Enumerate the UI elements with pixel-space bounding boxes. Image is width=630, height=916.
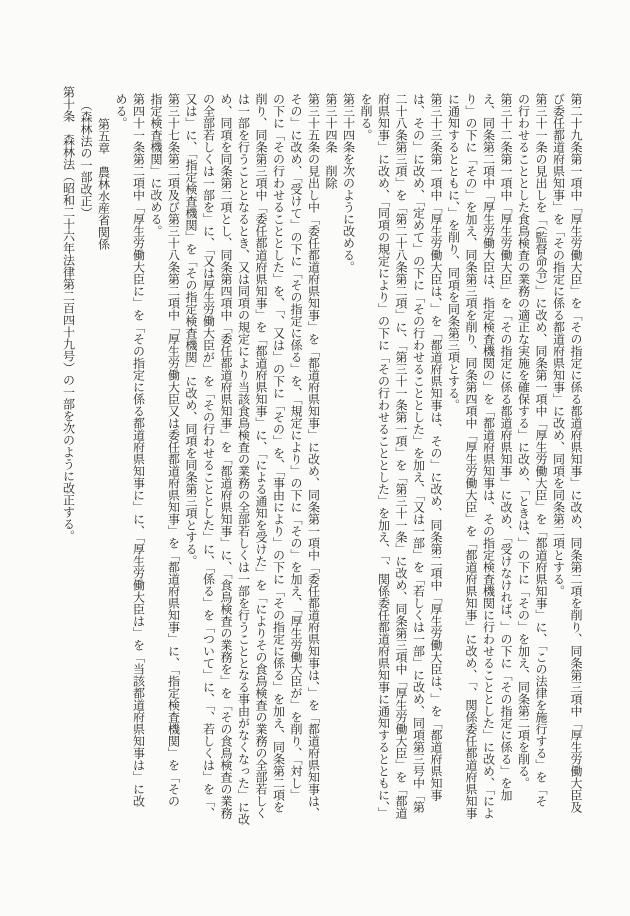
chapter-heading: 第五章 農林水産省関係: [96, 118, 111, 250]
amendment-text-column: び委任都道府県知事」を「その指定に係る都道府県知事」に改め、同項を同条第二項とする。: [551, 93, 566, 597]
amendment-text-column: 二十八条第三項」を「第二十八条第二項」に、「第三十一条第一項」を「第三十一条」に改め、同条第三項中「厚生労働大臣」を「都道: [394, 93, 408, 819]
amendment-text-column: 第三十三条第一項中「厚生労働大臣は、」を「都道府県知事は、その」に改め、同条第二項中「厚生労働大臣は、」を「都道府県知事: [429, 93, 443, 801]
amendment-text-column: 第三十四条を次のように改める。: [341, 93, 356, 273]
amendment-text-column: り」の下に「その」を加え、同条第三項を削り、同条第四項中「厚生労働大臣」を「都道府県知事」に改め、「、関係委任都道府県知事: [464, 93, 478, 819]
amendment-text-column: え、同条第二項中「厚生労働大臣は、指定検査機関の」を「都道府県知事は、その指定検査機関に行わせることとした」に改め、「によ: [481, 93, 496, 819]
amendment-text-column: 又は」に、「指定検査機関」を「その指定検査機関」に改め、同項を同条第三項とする。: [184, 93, 198, 567]
amendment-text-column: める。: [114, 93, 128, 129]
amendment-text-column: 指定検査機関」に改める。: [149, 93, 163, 237]
amendment-text-column: の下に「その行わせることとした」を、「、又は」の下に「その」を、「事由により」の下に「その指定に係る」を加え、同条第二項を: [271, 93, 286, 813]
amendment-text-column: 第三十一条の見出しを「（監督命令）」に改め、同条第一項中「厚生労働大臣」を「都道府県知事」に、「この法律を施行する」を「そ: [534, 93, 548, 807]
amendment-text-column: その」に改め、「受けて」の下に「その指定に係る」を、「規定により」の下に「その」を加え、「厚生労働大臣が」を削り、「対し」: [289, 93, 303, 801]
amendment-text-column: 第三十二条第一項中「厚生労働大臣」を「その指定に係る都道府県知事」に改め、「受けなければ、」の下に「その指定に係る」を加: [499, 93, 513, 801]
amendment-text-column: 第二十九条第一項中「厚生労働大臣」を「その指定に係る都道府県知事」に改め、同条第二項を削り、同条第三項中「厚生労働大臣及: [569, 93, 583, 813]
amendment-text-column: 第三十五条の見出し中「委任都道府県知事」を「都道府県知事」に改め、同条第一項中「委任都道府県知事は、」を「都道府県知事は、: [306, 93, 321, 819]
replacement-article-column: 第三十四条 削除: [324, 93, 338, 189]
amendment-text-column: 第四十一条第二項中「厚生労働大臣に」を「その指定に係る都道府県知事に」に、「厚生労働大臣は」を「当該都道府県知事は」に改: [131, 93, 146, 807]
amendment-text-column: め、同項を同条第二項とし、同条第四項中「委任都道府県知事」を「都道府県知事」に、「食鳥検査の業務を」を「その食鳥検査の業務: [219, 93, 233, 819]
vertical-text-block: [59, 0, 584, 916]
amendment-text-column: は一部を行うこととなるとき、又は同項の規定により当該食鳥検査の業務の全部若しくは一部を行うこととなる事由がなくなった」に改: [236, 93, 251, 825]
amendment-text-column: 削り、同条第三項中「委任都道府県知事」を「都道府県知事」に、「による通知を受けた」を「によりその食鳥検査の業務の全部若しく: [254, 93, 268, 819]
amendment-text-column: の行わせることとした食鳥検査の業務の適正な実施を確保する」に改め、「ときは、」の下に「その」を加え、同条第二項を削る。: [516, 93, 531, 789]
amendment-text-column: 第三十七条第二項及び第三十八条第二項中「厚生労働大臣又は委任都道府県知事」を「都道府県知事」に、「指定検査機関」を「その: [166, 93, 181, 807]
section-heading: （森林法の一部改正）: [79, 99, 93, 219]
amendment-text-column: を削る。: [359, 93, 373, 141]
article-text-column: 第十条 森林法（昭和二十六年法律第二百四十九号）の一部を次のように改正する。: [61, 86, 76, 542]
amendment-text-column: 府県知事」に改め、「同項の規定により」の下に「その行わせることとした」を加え、「、関係委任都道府県知事に通知するとともに、」: [376, 93, 391, 819]
amendment-text-column: は、その」に改め、「定めて」の下に「その行わせることとした」を加え、「又は一部」を「若しくは一部」に改め、同項第三号中「第: [411, 93, 426, 813]
amendment-text-column: に通知するとともに、」を削り、同項を同条第三項とする。: [446, 93, 461, 411]
amendment-text-column: の全部若しくは一部を」に、「又は厚生労働大臣が」を「その行わせることとした」に、「係る」を「ついて」に、「、若しくは」を「、: [201, 93, 216, 819]
